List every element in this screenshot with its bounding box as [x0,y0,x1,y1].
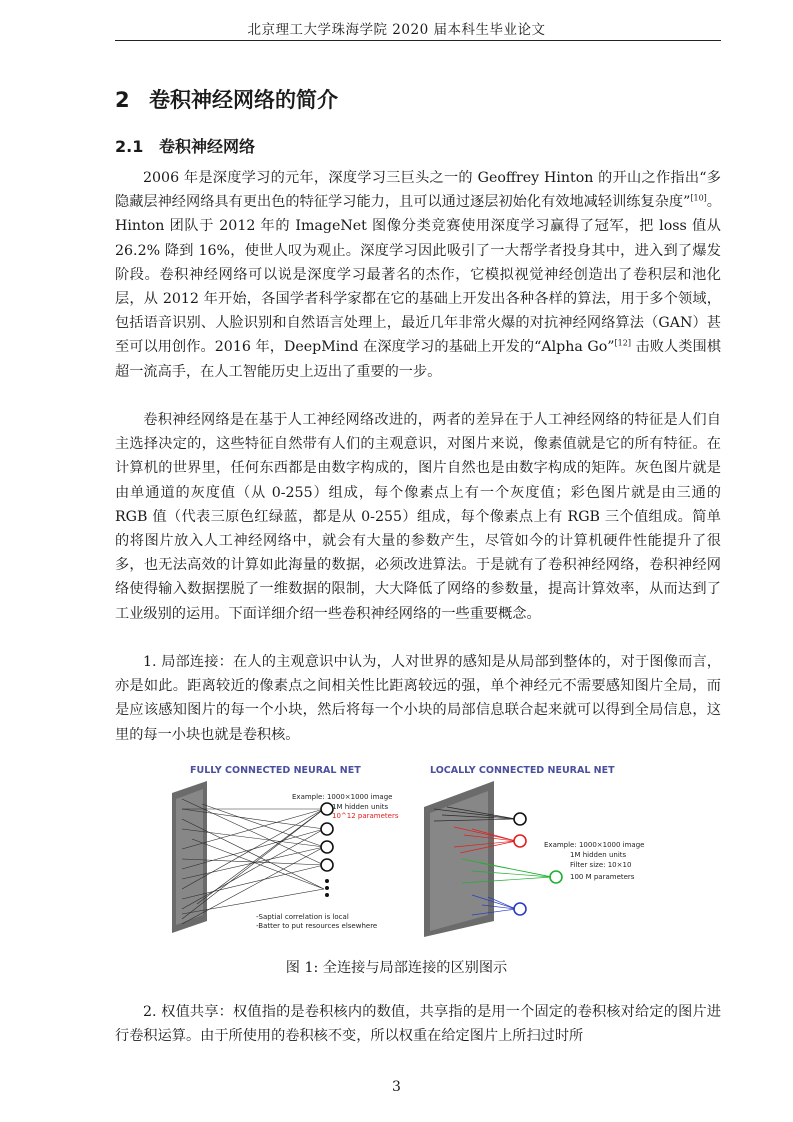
left-hidden-unit [321,823,333,835]
page-number: 3 [392,1079,401,1095]
left-example-label: Example: 1000×1000 image [292,793,393,801]
paragraph-4-text: 2. 权值共享：权值指的是卷积核内的数值，共享指的是用一个固定的卷积核对给定的图片进行卷积运算。由于所使用的卷积核不变，所以权重在给定图片上所扫过时所 [115,1004,721,1045]
left-panel-title: FULLY CONNECTED NEURAL NET [190,765,361,776]
left-note-1: -Saptial correlation is local [256,913,349,921]
section-number: 2.1 [115,137,144,156]
connection-comparison-figure [172,759,660,937]
paragraph-1-part-b: 。Hinton 团队于 2012 年的 ImageNet 图像分类竞赛使用深度学习赢得了冠军，把 loss 值从 26.2% 降到 16%，使世人叹为观止。深度学习因此吸引了一大帮学者投身其中，进入到了爆发阶段。卷积神经网络可以说是深度学习最著名的杰作，它模拟视觉神经创造出了卷积层和池化层，从 2012 年开始，各国学者科学家都在它的基础上开发出各种各样的算法，用于多个领域，包括语音识别、人脸识别和自然语言处理上，最近几年非常火爆的对抗神经网络算法（GAN）甚至可以用创作。2016 年，DeepMind 在深度学习的基础上开发的“Alpha Go” [115,194,721,356]
right-hidden-unit-green [550,871,562,883]
paragraph-3-text: 1. 局部连接：在人的主观意识中认为，人对世界的感知是从局部到整体的，对于图像而言，亦是如此。距离较近的像素点之间相关性比距离较远的强，单个神经元不需要感知图片全局，而是应该感知图片的每一个小块，然后将每一个小块的局部信息联合起来就可以得到全局信息，这里的每一小块也就是卷积核。 [115,654,721,743]
right-hidden-units-label: 1M hidden units [570,851,627,859]
chapter-number: 2 [115,88,130,112]
left-hidden-unit [321,859,333,871]
left-parameters-label: 10^12 parameters [332,812,399,820]
chapter-title: 卷积神经网络的简介 [149,88,338,112]
section-heading [115,134,255,157]
paragraph-1-part-a: 2006 年是深度学习的元年，深度学习三巨头之一的 Geoffrey Hinton 的开山之作指出“多隐藏层神经网络具有更出色的特征学习能力，且可以通过逐层初始化有效地减轻训练复杂度” [115,170,721,211]
figure-caption: 图 1: 全连接与局部连接的区别图示 [285,960,508,976]
right-parameters-label: 100 M parameters [570,873,635,881]
right-panel-title: LOCALLY CONNECTED NEURAL NET [430,765,615,776]
citation-ref-12: [12] [614,338,631,348]
left-hidden-unit [321,841,333,853]
paragraph-3 [115,650,721,747]
right-example-label: Example: 1000×1000 image [544,841,645,849]
left-note-2: -Batter to put resources elsewhere [256,922,378,930]
citation-ref-10: [10] [690,193,707,203]
figure-graphic [172,759,660,937]
paragraph-1-part-c: 击败人类围棋超一流高手，在人工智能历史上迈出了重要的一步。 [115,339,722,380]
paragraph-4 [115,1000,721,1048]
right-hidden-unit-black [514,813,526,825]
running-header: 北京理工大学珠海学院 2020 届本科生毕业论文 [247,22,546,38]
header-rule [115,40,721,41]
paragraph-2 [115,408,721,626]
paragraph-1 [115,166,721,384]
right-hidden-unit-blue [514,903,526,915]
chapter-heading [115,84,338,114]
right-filter-size-label: Filter size: 10×10 [570,861,632,869]
left-hidden-units-label: 1M hidden units [332,803,389,811]
right-hidden-unit-red [514,835,526,847]
paragraph-2-text: 卷积神经网络是在基于人工神经网络改进的，两者的差异在于人工神经网络的特征是人们自主选择决定的，这些特征自然带有人们的主观意识，对图片来说，像素值就是它的所有特征。在计算机的世界里，任何东西都是由数字构成的，图片自然也是由数字构成的矩阵。灰色图片就是由单通道的灰度值（从 0-255）组成，每个像素点上有一个灰度值；彩色图片就是由三通的 RGB 值（代表三原色红绿蓝，都是从 0-255）组成，每个像素点上有 RGB 三个值组成。简单的将图片放入人工神经网络中，就会有大量的参数产生，尽管如今的计算机硬件性能提升了很多，也无法高效的计算如此海量的数据，必须改进算法。于是就有了卷积神经网络，卷积神经网络使得输入数据摆脱了一维数据的限制，大大降低了网络的参数量，提高计算效率，从而达到了工业级别的运用。下面详细介绍一些卷积神经网络的一些重要概念。 [115,412,721,622]
left-ellipsis-dots [325,879,329,897]
section-title: 卷积神经网络 [159,137,256,156]
